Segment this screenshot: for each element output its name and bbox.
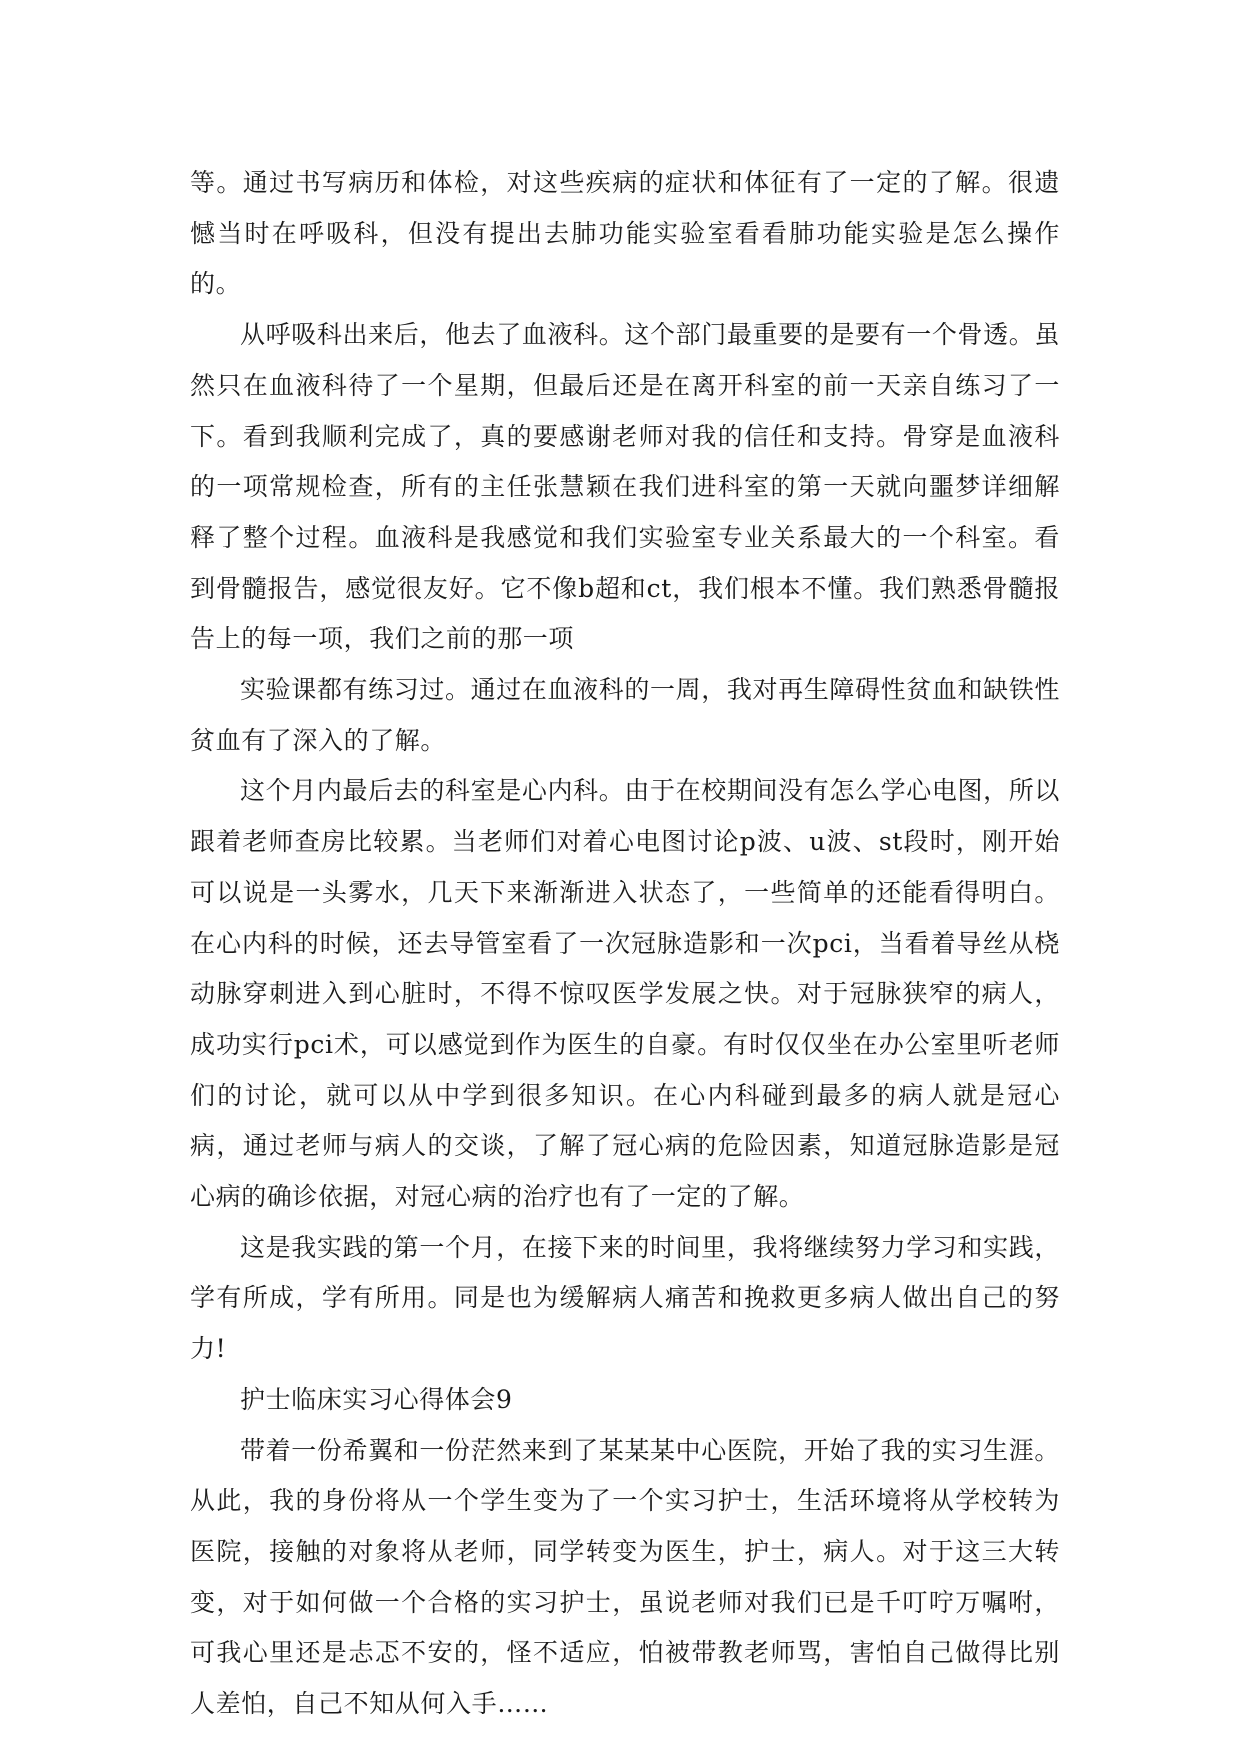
paragraph-4: 这个月内最后去的科室是心内科。由于在校期间没有怎么学心电图，所以跟着老师查房比较累。当老师们对着心电图讨论p波、u波、st段时，刚开始可以说是一头雾水，几天下来渐渐进入状态了，一些简单的还能看得明白。在心内科的时候，还去导管室看了一次冠脉造影和一次pci，当看着导丝从桡动脉穿刺进入到心脏时，不得不惊叹医学发展之快。对于冠脉狭窄的病人，成功实行pci术，可以感觉到作为医生的自豪。有时仅仅坐在办公室里听老师们的讨论，就可以从中学到很多知识。在心内科碰到最多的病人就是冠心病，通过老师与病人的交谈，了解了冠心病的危险因素，知道冠脉造影是冠心病的确诊依据，对冠心病的治疗也有了一定的了解。	[190, 776, 1060, 1212]
paragraph-6: 带着一份希翼和一份茫然来到了某某某中心医院，开始了我的实习生涯。从此，我的身份将从一个学生变为了一个实习护士，生活环境将从学校转为医院，接触的对象将从老师，同学转变为医生，护士，病人。对于这三大转变，对于如何做一个合格的实习护士，虽说老师对我们已是千叮咛万嘱咐，可我心里还是忐忑不安的，怪不适应，怕被带教老师骂，害怕自己做得比别人差怕，自己不知从何入手……	[190, 1435, 1060, 1719]
paragraph-5: 这是我实践的第一个月，在接下来的时间里，我将继续努力学习和实践，学有所成，学有所用。同是也为缓解病人痛苦和挽救更多病人做出自己的努力!	[190, 1232, 1060, 1364]
document-body	[190, 158, 1060, 1730]
paragraph-2: 从呼吸科出来后，他去了血液科。这个部门最重要的是要有一个骨透。虽然只在血液科待了一个星期，但最后还是在离开科室的前一天亲自练习了一下。看到我顺利完成了，真的要感谢老师对我的信任和支持。骨穿是血液科的一项常规检查，所有的主任张慧颖在我们进科室的第一天就向噩梦详细解释了整个过程。血液科是我感觉和我们实验室专业关系最大的一个科室。看到骨髓报告，感觉很友好。它不像b超和ct，我们根本不懂。我们熟悉骨髓报告上的每一项，我们之前的那一项	[190, 320, 1060, 654]
section-heading: 护士临床实习心得体会9	[240, 1384, 513, 1414]
paragraph-1: 等。通过书写病历和体检，对这些疾病的症状和体征有了一定的了解。很遗憾当时在呼吸科，但没有提出去肺功能实验室看看肺功能实验是怎么操作的。	[190, 168, 1060, 299]
paragraph-3: 实验课都有练习过。通过在血液科的一周，我对再生障碍性贫血和缺铁性贫血有了深入的了解。	[190, 675, 1060, 755]
